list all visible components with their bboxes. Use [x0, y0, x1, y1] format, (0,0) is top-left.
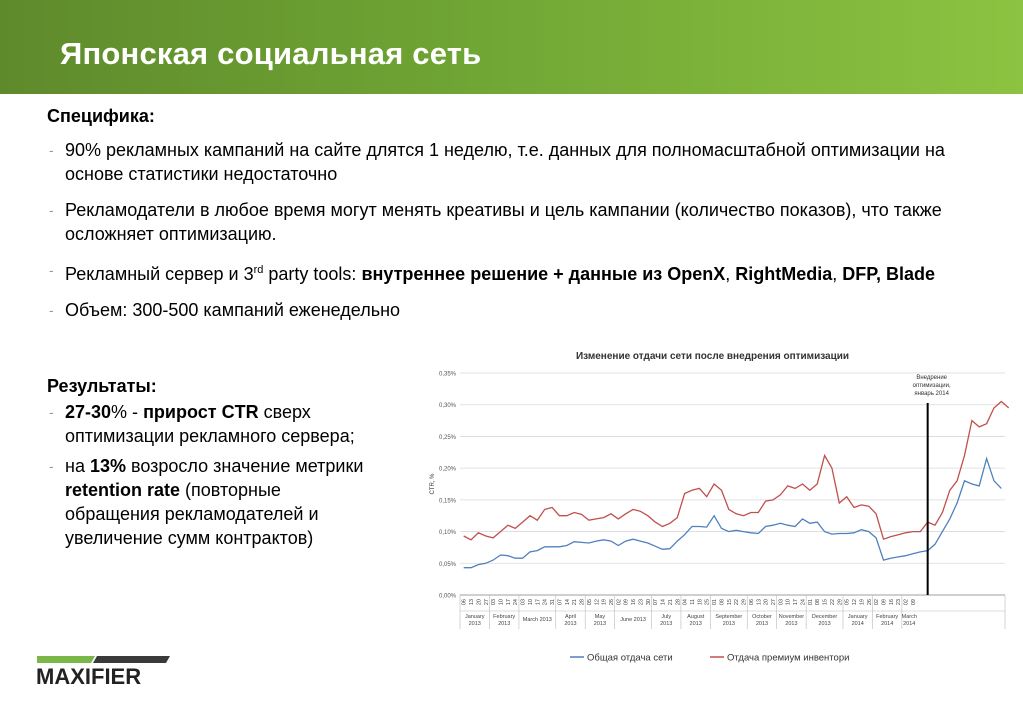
x-tick-label: 07 [557, 599, 564, 606]
y-tick-label: 0,05% [438, 561, 456, 568]
x-tick-label: 26 [608, 599, 615, 606]
month-year-label: 2014 [903, 621, 916, 627]
x-tick-label: 24 [513, 599, 520, 606]
results-text: (повторные обращения рекламодателей и увеличение сумм контрактов) [65, 480, 319, 548]
month-label: February [876, 614, 899, 620]
x-tick-label: 24 [800, 599, 807, 606]
month-label: September [715, 614, 743, 620]
x-tick-label: 05 [844, 599, 851, 606]
x-tick-label: 17 [793, 599, 800, 606]
x-tick-label: 28 [579, 599, 586, 606]
x-tick-label: 05 [586, 599, 593, 606]
specifics-item [49, 258, 970, 286]
maxifier-logo [35, 650, 175, 690]
x-tick-label: 04 [682, 599, 689, 606]
x-tick-label: 10 [498, 599, 505, 606]
month-label: February [493, 614, 516, 620]
results-item [49, 400, 365, 448]
x-tick-label: 16 [631, 599, 638, 606]
x-tick-label: 01 [712, 599, 719, 606]
specifics-item-text: Рекламодатели в любое время могут менять креативы и цель кампании (количество показов), что также осложняет оптимизацию. [65, 200, 942, 244]
specifics-bold: RightMedia [735, 264, 833, 284]
month-label: August [687, 614, 705, 620]
specifics-item [49, 138, 970, 186]
bullet-dash: - [49, 262, 54, 278]
x-tick-label: 30 [645, 599, 652, 606]
results-bold: 13% [89, 456, 126, 476]
chart-title: Изменение отдачи сети после внедрения оптимизации [575, 351, 850, 362]
results-item [49, 454, 365, 550]
x-tick-label: 10 [527, 599, 534, 606]
month-year-label: 2013 [689, 621, 702, 627]
x-tick-label: 03 [491, 599, 498, 606]
series-line-1 [464, 459, 1002, 568]
x-tick-label: 20 [763, 599, 770, 606]
x-tick-label: 17 [535, 599, 542, 606]
specifics-item-text: 90% рекламных кампаний на сайте длятся 1 неделю, т.е. данных для полномасштабной оптимизации на основе статистики недостаточно [65, 140, 945, 184]
month-label: December [811, 614, 838, 620]
month-label: March 2013 [522, 617, 552, 623]
annotation-label: январь 2014 [914, 391, 949, 397]
x-tick-label: 18 [697, 599, 704, 606]
bullet-dash: - [49, 458, 54, 474]
month-label: March [901, 614, 917, 620]
ctr-chart-svg [420, 345, 1020, 685]
results-text: сверх оптимизации рекламного сервера; [65, 402, 355, 446]
annotation-label: Внедрение [916, 375, 948, 381]
results-title: Результаты: [47, 376, 157, 396]
y-axis-label: CTR, % [430, 473, 436, 495]
specifics-item [49, 198, 970, 246]
specifics-item-text: Объем: 300-500 кампаний еженедельно [65, 300, 401, 320]
header-banner [0, 0, 1023, 94]
x-tick-label: 27 [483, 599, 490, 606]
bullet-dash: - [49, 302, 54, 318]
month-year-label: 2013 [755, 621, 769, 627]
x-tick-label: 24 [542, 599, 549, 606]
specifics-list [49, 138, 970, 334]
month-label: January [847, 614, 868, 620]
x-tick-label: 03 [778, 599, 785, 606]
x-tick-label: 23 [638, 599, 645, 606]
x-tick-label: 10 [785, 599, 792, 606]
x-tick-label: 20 [476, 599, 483, 606]
specifics-title: Специфика: [47, 106, 155, 126]
specifics-item-text: party tools: [263, 264, 362, 284]
x-tick-label: 02 [616, 599, 623, 606]
bullet-dash: - [49, 202, 54, 218]
x-tick-label: 31 [550, 599, 557, 606]
legend-label: Общая отдача сети [587, 652, 673, 664]
x-tick-label: 08 [815, 599, 822, 606]
results-bold: retention rate [65, 480, 181, 500]
month-year-label: 2013 [722, 621, 735, 627]
month-year-label: 2014 [881, 621, 894, 627]
x-tick-label: 09 [910, 599, 917, 606]
y-tick-label: 0,15% [438, 498, 456, 505]
x-tick-label: 29 [837, 599, 844, 606]
results-bold: 27-30 [65, 402, 112, 422]
x-tick-label: 27 [771, 599, 778, 606]
ctr-chart [420, 345, 1020, 685]
bullet-dash: - [49, 142, 54, 158]
x-tick-label: 02 [874, 599, 881, 606]
y-tick-label: 0,00% [438, 593, 456, 600]
y-tick-label: 0,35% [438, 371, 456, 378]
specifics-bold: DFP, Blade [842, 264, 935, 284]
x-tick-label: 28 [675, 599, 682, 606]
x-tick-label: 25 [704, 599, 711, 606]
month-year-label: 2013 [660, 621, 673, 627]
month-label: November [778, 614, 805, 620]
results-text: % - [111, 402, 144, 422]
x-tick-label: 19 [601, 599, 608, 606]
month-label: July [661, 614, 672, 620]
y-tick-label: 0,10% [438, 530, 456, 537]
x-tick-label: 21 [667, 599, 674, 606]
month-year-label: 2013 [785, 621, 798, 627]
results-list [49, 400, 365, 556]
x-tick-label: 02 [903, 599, 910, 606]
x-tick-label: 06 [461, 599, 468, 606]
x-tick-label: 13 [756, 599, 763, 606]
results-bold: прирост CTR [143, 402, 259, 422]
results-text: возросло значение метрики [125, 456, 364, 476]
x-tick-label: 13 [469, 599, 476, 606]
x-tick-label: 22 [734, 599, 741, 606]
annotation-label: оптимизации, [912, 383, 951, 389]
x-tick-label: 29 [741, 599, 748, 606]
x-tick-label: 12 [852, 599, 859, 606]
legend-label: Отдача премиум инвентори [727, 652, 850, 664]
specifics-item-text: Рекламный сервер и 3 [65, 264, 254, 284]
x-tick-label: 09 [623, 599, 630, 606]
month-year-label: 2014 [851, 621, 864, 627]
x-tick-label: 06 [748, 599, 755, 606]
x-tick-label: 09 [881, 599, 888, 606]
x-tick-label: 22 [829, 599, 836, 606]
x-tick-label: 23 [896, 599, 903, 606]
month-year-label: 2013 [593, 621, 607, 627]
x-tick-label: 15 [822, 599, 829, 606]
logo-wordmark: MAXIFIER [36, 664, 142, 689]
x-tick-label: 19 [859, 599, 866, 606]
x-tick-label: 21 [572, 599, 579, 606]
month-label: January [464, 614, 485, 620]
specifics-bold: внутреннее решение + данные из OpenX [361, 264, 726, 284]
specifics-item [49, 298, 970, 322]
y-tick-label: 0,20% [438, 466, 456, 473]
month-label: May [594, 614, 606, 620]
separator: , [832, 264, 843, 284]
page-title: Японская социальная сеть [60, 36, 482, 71]
y-tick-label: 0,25% [438, 434, 456, 441]
y-tick-label: 0,30% [438, 403, 456, 410]
x-tick-label: 12 [594, 599, 601, 606]
x-tick-label: 03 [520, 599, 527, 606]
month-year-label: 2013 [564, 621, 577, 627]
x-tick-label: 17 [505, 599, 512, 606]
month-label: April [564, 614, 576, 620]
month-label: June 2013 [620, 617, 646, 623]
results-text: на [65, 456, 90, 476]
x-tick-label: 26 [866, 599, 873, 606]
x-tick-label: 15 [726, 599, 733, 606]
maxifier-logo-mark [35, 650, 175, 690]
x-tick-label: 01 [807, 599, 814, 606]
x-tick-label: 07 [653, 599, 660, 606]
x-tick-label: 08 [719, 599, 726, 606]
month-label: October [752, 614, 772, 620]
x-tick-label: 16 [888, 599, 895, 606]
month-year-label: 2013 [818, 621, 831, 627]
superscript: rd [253, 264, 264, 276]
x-tick-label: 11 [689, 599, 696, 605]
month-year-label: 2013 [498, 621, 511, 627]
separator: , [725, 264, 736, 284]
x-tick-label: 14 [564, 599, 571, 606]
month-year-label: 2013 [468, 621, 481, 627]
x-tick-label: 14 [660, 599, 667, 606]
bullet-dash: - [49, 404, 54, 420]
